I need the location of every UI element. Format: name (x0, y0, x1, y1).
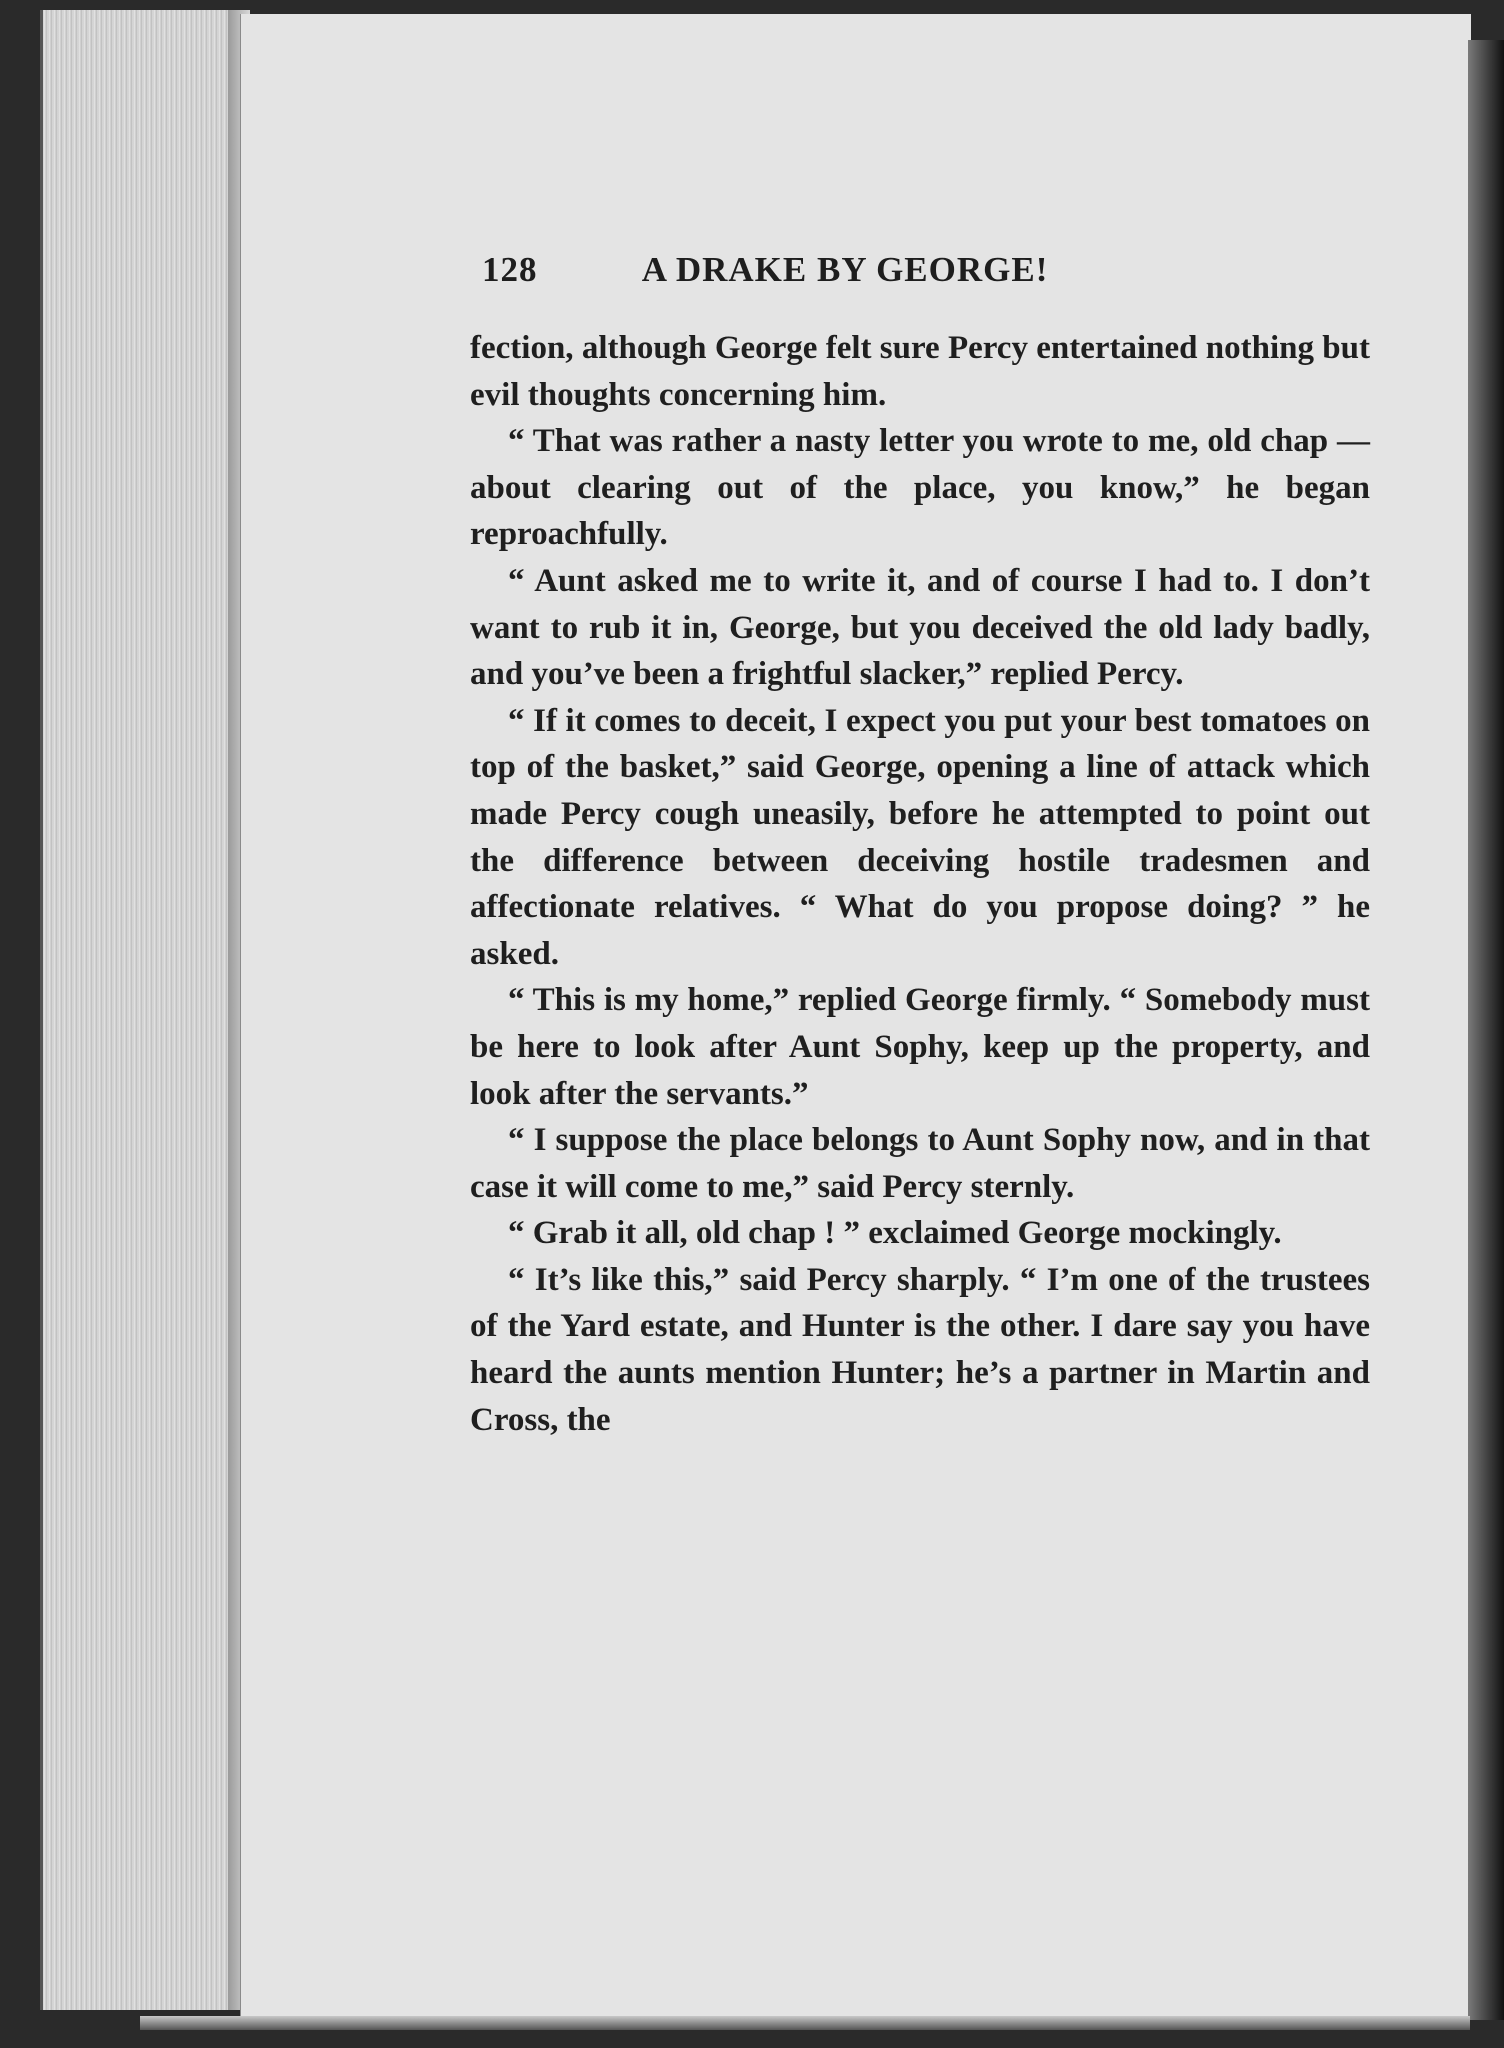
paragraph: “ Aunt asked me to write it, and of course I had to. I don’t want to rub it in, George, but you deceived the old lady badly, and you’ve been a frightful slacker,” replied Percy. (470, 562, 1370, 693)
paragraph: fection, although George felt sure Percy entertained nothing but evil thoughts concerning him. (470, 330, 1370, 413)
running-head (482, 250, 1182, 290)
paragraph: “ If it comes to deceit, I expect you put your best tomatoes on top of the basket,” said George, opening a line of attack which made Percy cough uneasily, before he attempted to point out the difference between deceiving hostile tradesmen and affectionate relatives. “ What do you propose doing? ” he asked. (470, 702, 1370, 972)
page-edges (40, 10, 243, 2010)
paragraph: “ It’s like this,” said Percy sharply. “ I’m one of the trustees of the Yard estate, and Hunter is the other. I dare say you have heard the aunts mention Hunter; he’s a partner in Martin and Cross, the (470, 1261, 1370, 1438)
body-text (470, 325, 1370, 1443)
paragraph: “ I suppose the place belongs to Aunt Sophy now, and in that case it will come to me,” said Percy sternly. (470, 1122, 1370, 1205)
right-edge-shadow (1468, 40, 1504, 2020)
paragraph: “ This is my home,” replied George firmly. “ Somebody must be here to look after Aunt Sophy, keep up the property, and look after the servants.” (470, 982, 1370, 1112)
page-number: 128 (482, 250, 538, 289)
bottom-page-edge (140, 2016, 1470, 2030)
running-title: A DRAKE BY GEORGE! (641, 250, 1049, 289)
paragraph: “ Grab it all, old chap ! ” exclaimed George mockingly. (508, 1215, 1282, 1252)
paragraph: “ That was rather a nasty letter you wrote to me, old chap — about clearing out of the place, you know,” he began reproachfully. (470, 423, 1370, 553)
